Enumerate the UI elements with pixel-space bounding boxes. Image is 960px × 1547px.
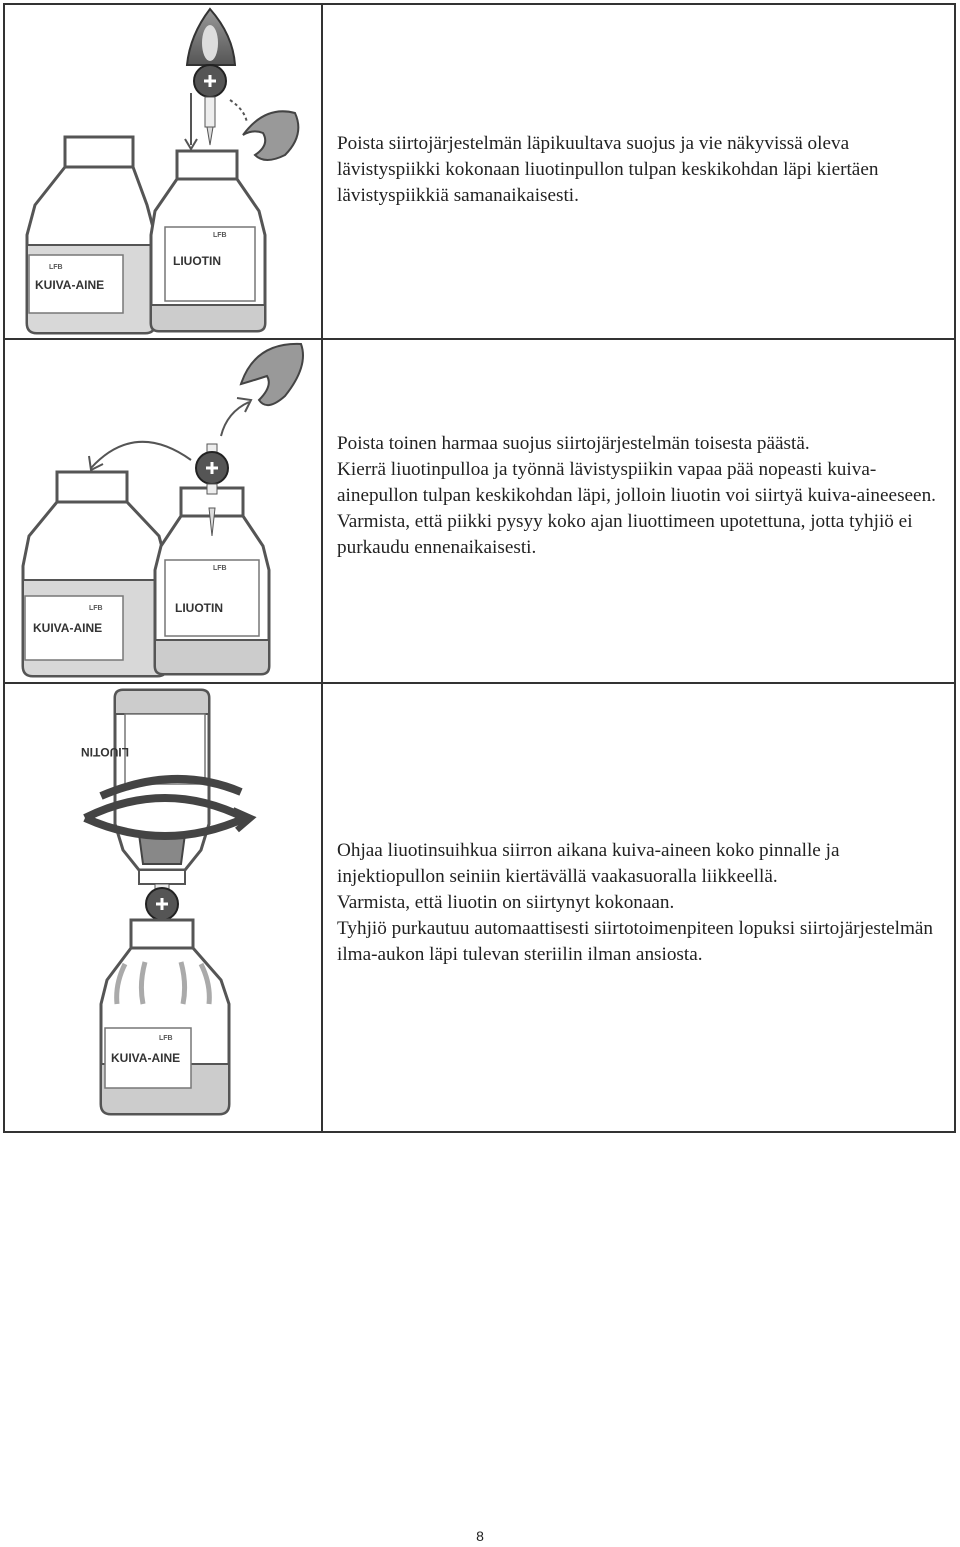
transfer-device-icon bbox=[146, 884, 178, 920]
step-2-text bbox=[337, 431, 940, 561]
solvent-vial-inverted-icon bbox=[81, 690, 209, 884]
vial-label-solvent: LIUOTIN bbox=[175, 601, 223, 615]
vial-label-solvent: LIUOTIN bbox=[173, 254, 221, 268]
step-1-illustration bbox=[5, 5, 323, 338]
page-number: 8 bbox=[476, 1528, 484, 1544]
transfer-device-icon bbox=[187, 9, 235, 145]
solvent-vial-icon bbox=[151, 151, 265, 331]
step-1-text bbox=[337, 131, 940, 209]
step-row-1 bbox=[3, 3, 956, 340]
brand-logo: LFB bbox=[159, 1035, 173, 1042]
curve-arrow-icon bbox=[221, 402, 249, 436]
protective-cap-icon bbox=[243, 111, 298, 160]
step-3-line-1: Ohjaa liuotinsuihkua siirron aikana kuiva-aineen koko pinnalle ja injektiopullon seiniin kiertävällä vaakasuoralla liikkeellä. bbox=[337, 840, 840, 887]
step-3-text bbox=[337, 838, 940, 968]
vial-label-powder: KUIVA-AINE bbox=[33, 621, 103, 635]
instruction-table bbox=[3, 3, 956, 1133]
vial-label-powder: KUIVA-AINE bbox=[35, 278, 105, 292]
brand-logo: LFB bbox=[49, 264, 63, 271]
step-3-line-3: Tyhjiö purkautuu automaattisesti siirtotoimenpiteen lopuksi siirtojärjestelmän ilma-aukon läpi tulevan steriilin ilman ansiosta. bbox=[337, 918, 934, 965]
powder-vial-icon bbox=[27, 137, 155, 333]
vial-label-solvent: LIUOTIN bbox=[81, 745, 129, 759]
step-row-3 bbox=[3, 684, 956, 1133]
step-2-line-3: Varmista, että piikki pysyy koko ajan liuottimeen upotettuna, jotta tyhjiö ei purkaudu ennenaikaisesti. bbox=[337, 511, 913, 558]
brand-logo: LFB bbox=[89, 605, 103, 612]
curve-arrow-icon bbox=[91, 442, 191, 468]
protective-cap-icon bbox=[241, 344, 303, 405]
step-row-2 bbox=[3, 340, 956, 684]
step-3-illustration bbox=[5, 684, 323, 1131]
step-2-text-cell bbox=[323, 340, 954, 682]
step-3-text-cell bbox=[323, 684, 954, 1131]
step-2-line-2: Kierrä liuotinpulloa ja työnnä lävistyspiikin vapaa pää nopeasti kuiva-ainepullon tulpan keskikohdan läpi, jolloin liuotin voi siirtyä kuiva-aineeseen. bbox=[337, 459, 936, 506]
brand-logo: LFB bbox=[213, 232, 227, 239]
step-1-line-1: Poista siirtojärjestelmän läpikuultava suojus ja vie näkyvissä oleva lävistyspiikki kokonaan liuotinpullon tulpan keskikohdan läpi kiertäen lävistyspiikkiä samanaikaisesti. bbox=[337, 133, 879, 206]
vial-label-powder: KUIVA-AINE bbox=[111, 1051, 181, 1065]
step-2-line-1: Poista toinen harmaa suojus siirtojärjestelmän toisesta päästä. bbox=[337, 433, 810, 454]
step-2-illustration bbox=[5, 340, 323, 682]
step-3-line-2: Varmista, että liuotin on siirtynyt kokonaan. bbox=[337, 892, 675, 913]
step-1-text-cell bbox=[323, 5, 954, 338]
solvent-vial-icon bbox=[155, 488, 269, 674]
powder-vial-icon bbox=[23, 472, 167, 676]
curve-arrow-icon bbox=[230, 100, 247, 123]
brand-logo: LFB bbox=[213, 565, 227, 572]
powder-vial-icon bbox=[101, 920, 229, 1114]
